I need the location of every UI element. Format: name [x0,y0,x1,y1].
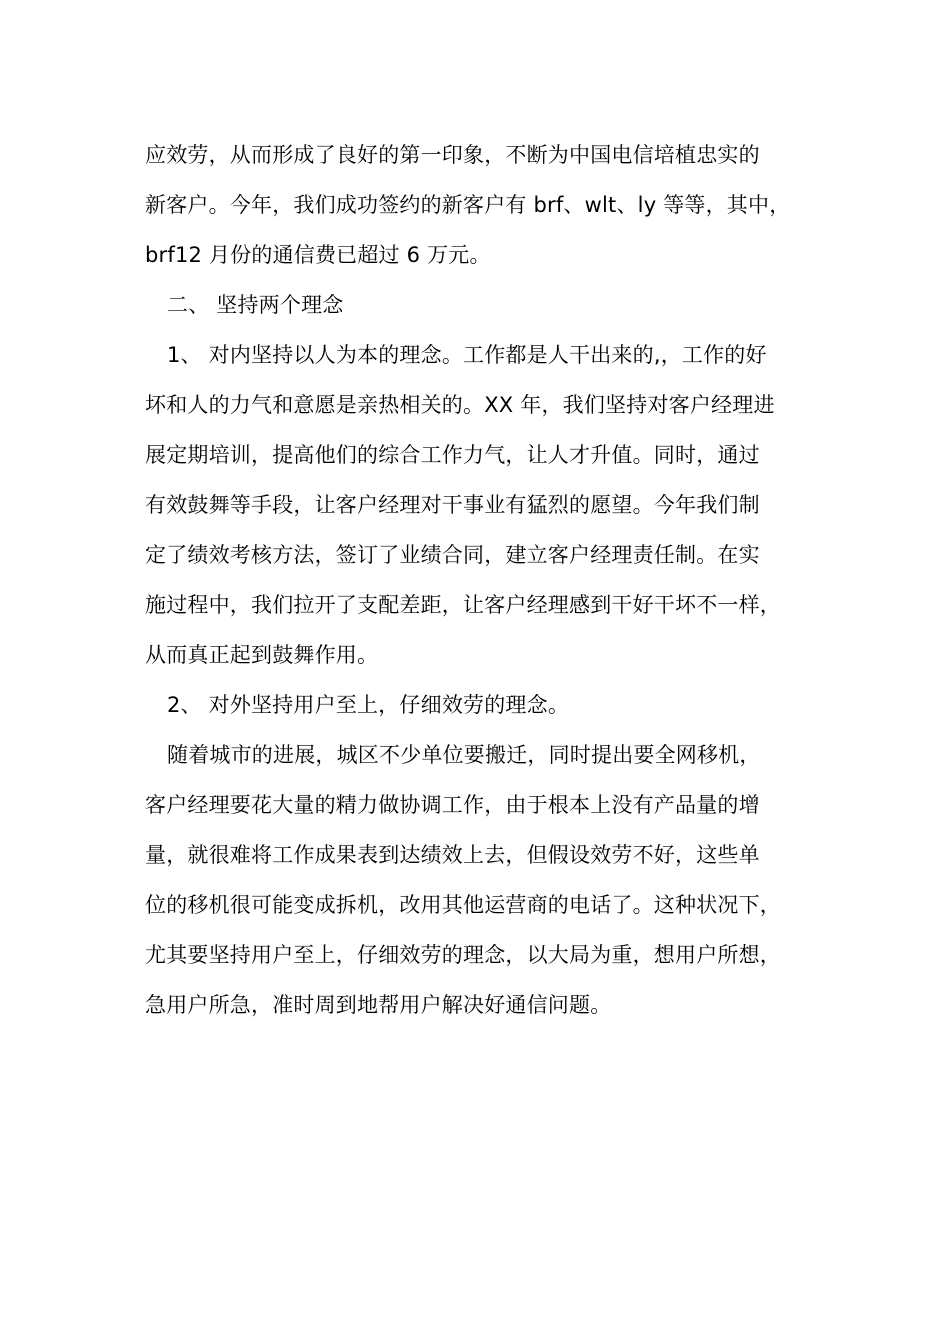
document-body [145,130,835,1030]
list-item-heading: 2、 对外坚持用户至上，仔细效劳的理念。 [167,693,570,717]
paragraph-line: 尤其要坚持用户至上，仔细效劳的理念，以大局为重，想用户所想， [145,943,781,967]
paragraph-line: 从而真正起到鼓舞作用。 [145,643,379,667]
section-heading: 二、 坚持两个理念 [167,293,344,317]
paragraph-line: 位的移机很可能变成拆机，改用其他运营商的电话了。这种状况下， [145,893,781,917]
paragraph-line: 客户经理要花大量的精力做协调工作，由于根本上没有产品量的增 [145,793,760,817]
paragraph-line: 应效劳，从而形成了良好的第一印象，不断为中国电信培植忠实的 [145,143,760,167]
paragraph-line: 有效鼓舞等手段，让客户经理对干事业有猛烈的愿望。今年我们制 [145,493,760,517]
paragraph-line: brf12 月份的通信费已超过 6 万元。 [145,243,491,267]
paragraph-line: 随着城市的进展，城区不少单位要搬迁，同时提出要全网移机， [167,743,761,767]
paragraph-line: 展定期培训，提高他们的综合工作力气，让人才升值。同时，通过 [145,443,760,467]
paragraph-line: 新客户。今年，我们成功签约的新客户有 brf、wlt、ly 等等，其中， [145,193,791,217]
paragraph-line: 坏和人的力气和意愿是亲热相关的。XX 年，我们坚持对客户经理进 [145,393,775,417]
list-item-heading: 1、 对内坚持以人为本的理念。工作都是人干出来的,，工作的好 [167,343,767,367]
paragraph-line: 量，就很难将工作成果表到达绩效上去，但假设效劳不好，这些单 [145,843,760,867]
paragraph-line: 定了绩效考核方法，签订了业绩合同，建立客户经理责任制。在实 [145,543,760,567]
paragraph-line: 急用户所急，准时周到地帮用户解决好通信问题。 [145,993,612,1017]
paragraph-line: 施过程中，我们拉开了支配差距，让客户经理感到干好干坏不一样， [145,593,781,617]
